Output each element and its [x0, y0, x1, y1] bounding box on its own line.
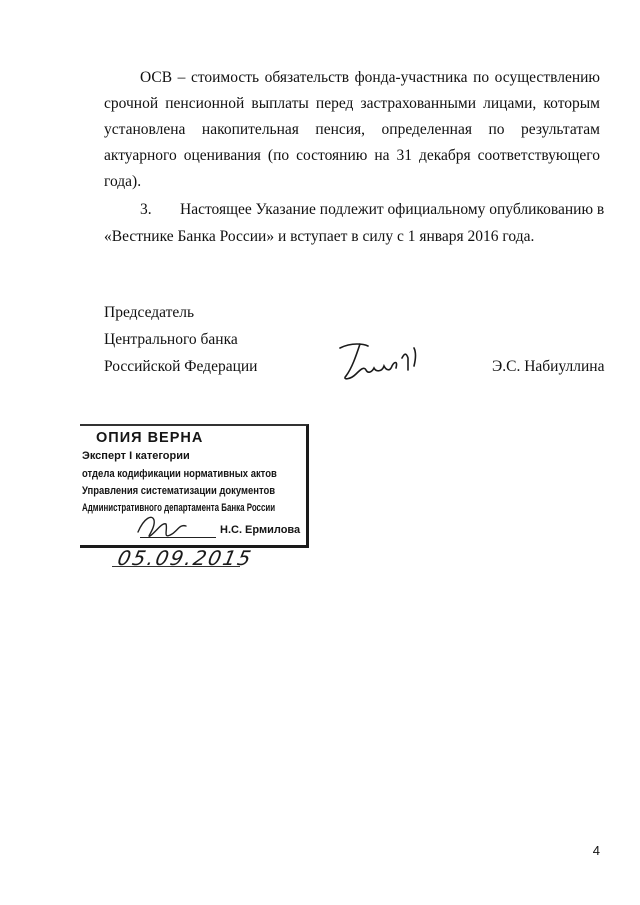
- stamp-line-3: Управления систематизации документов: [82, 485, 276, 497]
- handwritten-date: 05.09.2015: [115, 546, 256, 570]
- stamp-header: ОПИЯ ВЕРНА: [96, 430, 204, 446]
- signer-title-1: Председатель: [104, 304, 195, 321]
- item3-line-1: Настоящее Указание подлежит официальному опубликованию в: [180, 201, 605, 218]
- stamp-signature-scribble: [132, 510, 192, 544]
- stamp-line-1: Эксперт I категории: [82, 450, 190, 462]
- stamp-line-4: Административного департамента Банка России: [82, 502, 276, 514]
- formula-line-4: актуарного оценивания (по состоянию на 31 декабря соответствующего: [104, 147, 600, 164]
- handwritten-signature: [330, 336, 440, 386]
- signer-title-3: Российской Федерации: [104, 358, 258, 375]
- formula-line-5: года).: [104, 173, 142, 190]
- item3-number: 3.: [140, 201, 152, 218]
- stamp-line-2: отдела кодификации нормативных актов: [82, 468, 277, 480]
- formula-line-1: ОСВ – стоимость обязательств фонда-участника по осуществлению: [140, 69, 600, 86]
- signer-title-2: Центрального банка: [104, 331, 238, 348]
- formula-line-3: установлена накопительная пенсия, определенная по результатам: [104, 121, 600, 138]
- item3-line-2: «Вестнике Банка России» и вступает в силу с 1 января 2016 года.: [104, 228, 535, 245]
- date-underline: [112, 566, 240, 567]
- stamp-signer: Н.С. Ермилова: [220, 524, 301, 536]
- signer-name: Э.С. Набиуллина: [492, 358, 605, 375]
- page-number: 4: [592, 843, 600, 858]
- formula-line-2: срочной пенсионной выплаты перед застрахованными лицами, которым: [104, 95, 600, 112]
- certified-copy-stamp: [80, 424, 309, 548]
